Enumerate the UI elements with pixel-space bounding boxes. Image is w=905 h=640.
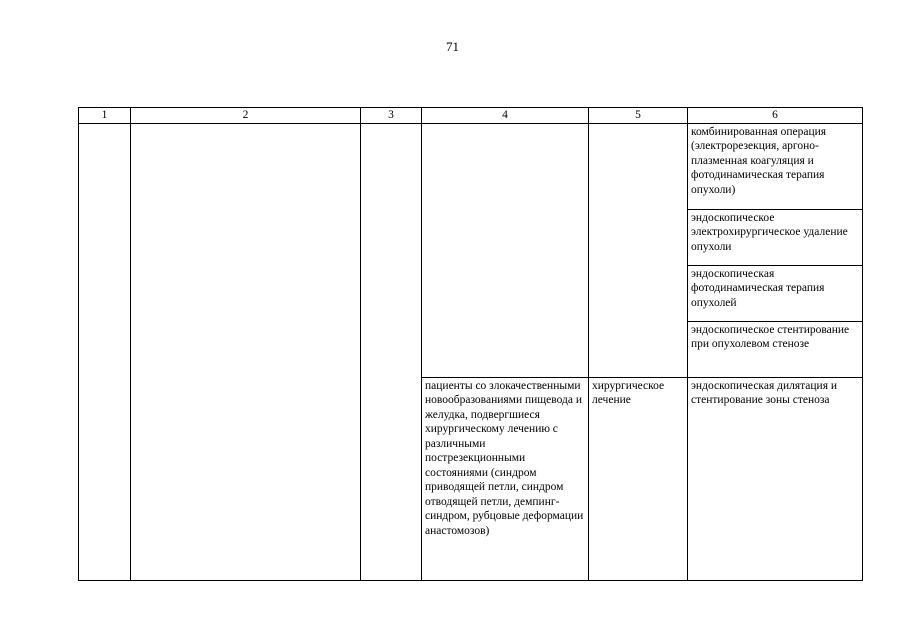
- medical-procedures-table: [78, 107, 863, 581]
- column-header: 6: [688, 108, 863, 124]
- table-row: [79, 123, 863, 209]
- table-header-row: [79, 108, 863, 124]
- column-header: 4: [422, 108, 589, 124]
- procedure-cell: эндоскопическая дилятация и стентирование зоны стеноза: [688, 377, 863, 580]
- column-header: 5: [589, 108, 688, 124]
- column-header: 1: [79, 108, 131, 124]
- procedure-cell: эндоскопическое стентирование при опухолевом стенозе: [688, 321, 863, 377]
- patient-model-cell: пациенты со злокачественными новообразованиями пищевода и желудка, подвергшиеся хирургическому лечению с различными пострезекционными состояниями (синдром приводящей петли, синдром отводящей петли, демпинг-синдром, рубцовые деформации анастомозов): [422, 377, 589, 580]
- treatment-type-cell: хирургическое лечение: [589, 377, 688, 580]
- column-header: 2: [131, 108, 361, 124]
- procedure-cell: комбинированная операция (электрорезекция, аргоно-плазменная коагуляция и фотодинамическая терапия опухоли): [688, 123, 863, 209]
- column-header: 3: [361, 108, 422, 124]
- table-cell-col1: [79, 123, 131, 580]
- table-cell-col3: [361, 123, 422, 580]
- table-cell-col2: [131, 123, 361, 580]
- procedure-cell: эндоскопическая фотодинамическая терапия опухолей: [688, 265, 863, 321]
- page-number: 71: [446, 39, 459, 54]
- table-cell-col4: [422, 123, 589, 377]
- procedure-cell: эндоскопическое электрохирургическое удаление опухоли: [688, 209, 863, 265]
- table-cell-col5: [589, 123, 688, 377]
